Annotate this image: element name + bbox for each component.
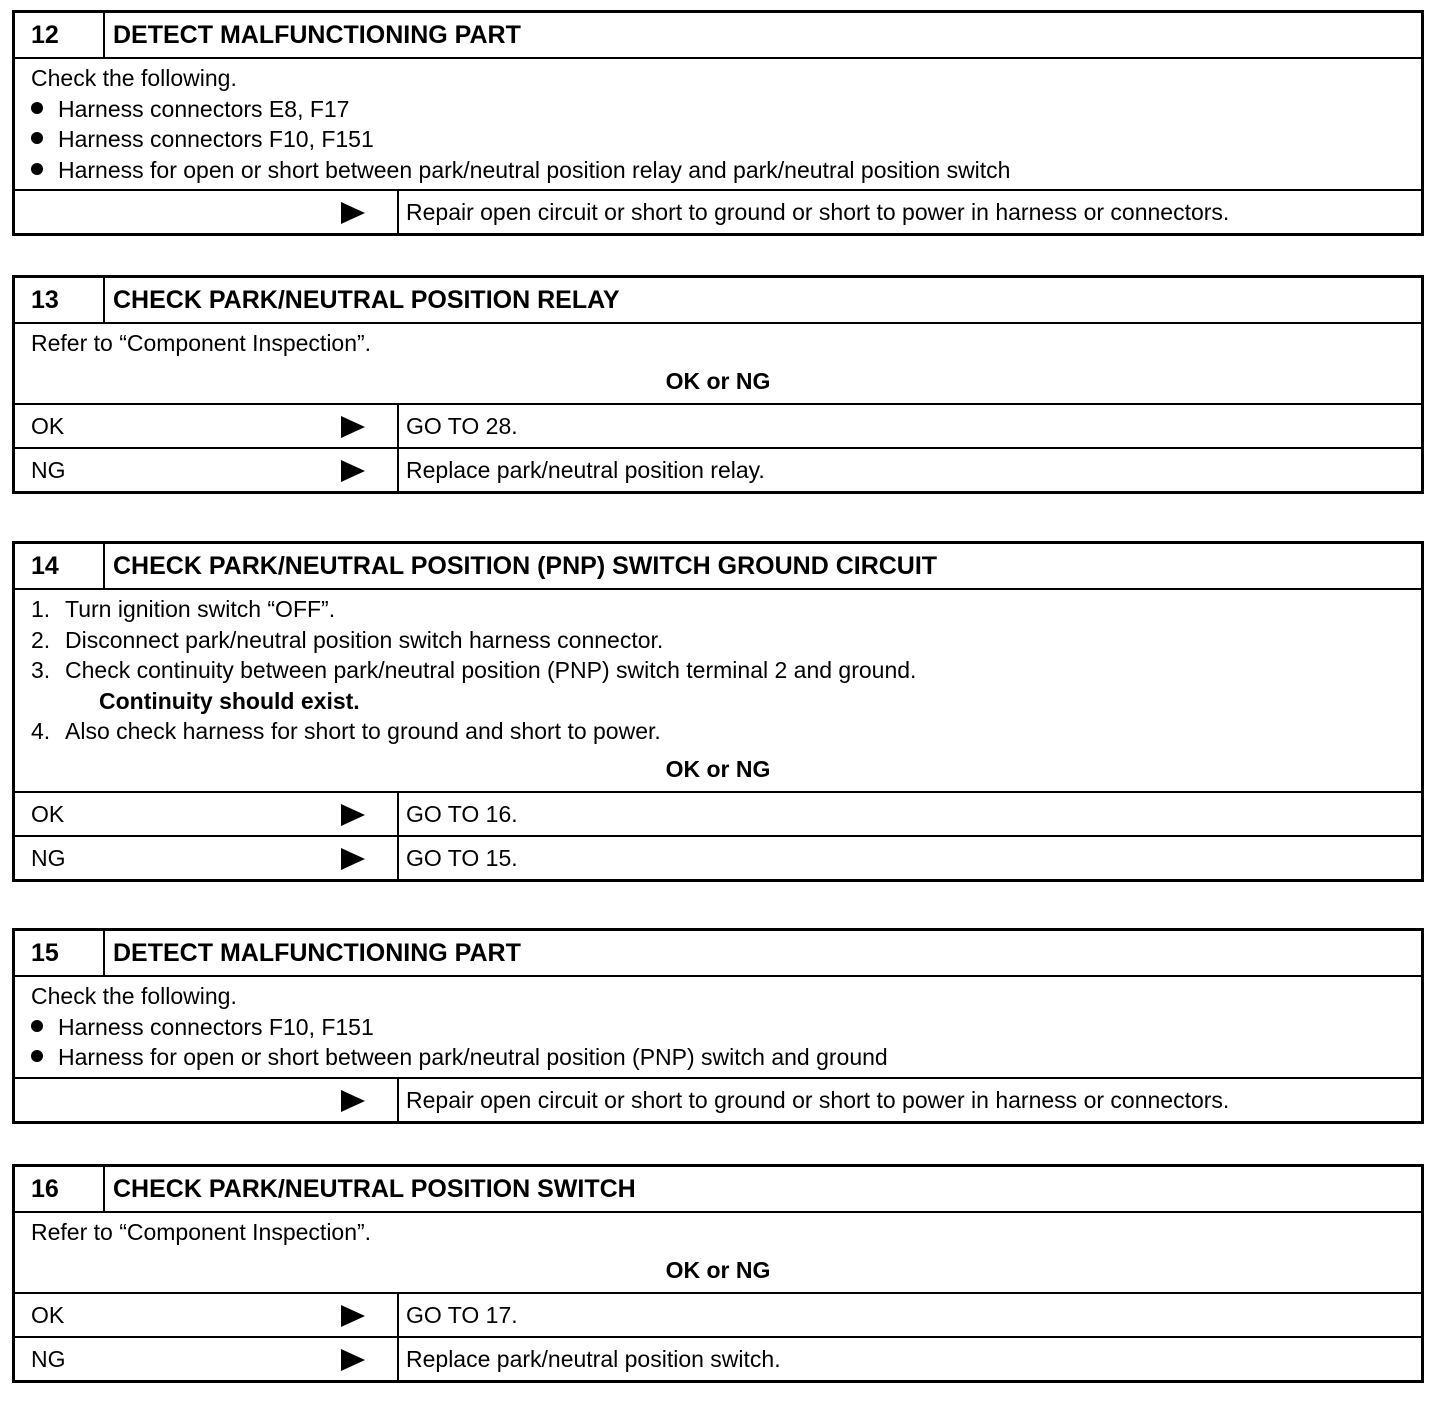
result-row-ng xyxy=(15,447,1421,491)
step-title: CHECK PARK/NEUTRAL POSITION (PNP) SWITCH GROUND CIRCUIT xyxy=(113,552,938,580)
bullet-item xyxy=(31,94,1421,125)
ok-or-ng-heading: OK or NG xyxy=(665,367,771,394)
arrow-right-icon xyxy=(341,202,365,224)
result-label: OK xyxy=(31,1301,65,1328)
result-action: GO TO 15. xyxy=(406,844,518,871)
step-header xyxy=(15,278,1421,324)
result-label: NG xyxy=(31,456,66,483)
bullet-icon xyxy=(31,132,43,144)
arrow-right-icon xyxy=(341,804,365,826)
procedure-step-text: Turn ignition switch “OFF”. xyxy=(65,596,336,622)
step-title: CHECK PARK/NEUTRAL POSITION RELAY xyxy=(113,286,620,314)
step-body xyxy=(15,977,1421,1077)
step-body xyxy=(15,59,1421,189)
result-label: OK xyxy=(31,412,65,439)
procedure-step xyxy=(31,655,1421,686)
result-label-cell xyxy=(15,793,399,835)
step-header xyxy=(15,931,1421,977)
result-row xyxy=(15,1077,1421,1121)
result-action: GO TO 28. xyxy=(406,412,518,439)
step-title: DETECT MALFUNCTIONING PART xyxy=(113,21,521,49)
bullet-icon xyxy=(31,163,43,175)
ok-or-ng-heading: OK or NG xyxy=(665,755,771,782)
procedure-step xyxy=(31,716,1421,747)
step-intro: Check the following. xyxy=(31,983,237,1009)
bullet-text: Harness for open or short between park/neutral position (PNP) switch and ground xyxy=(58,1044,888,1070)
ok-or-ng-heading: OK or NG xyxy=(665,1256,771,1283)
result-action: Replace park/neutral position switch. xyxy=(406,1345,781,1372)
step-number: 15 xyxy=(15,931,105,975)
result-label-cell xyxy=(15,837,399,879)
procedure-step-number: 2. xyxy=(31,626,51,653)
result-label-cell xyxy=(15,1294,399,1336)
result-action: Replace park/neutral position relay. xyxy=(406,456,765,483)
step-intro: Check the following. xyxy=(31,65,237,91)
bullet-icon xyxy=(31,1020,43,1032)
result-label-cell xyxy=(15,1338,399,1380)
procedure-step-text: Disconnect park/neutral position switch harness connector. xyxy=(65,626,664,653)
step-header xyxy=(15,1167,1421,1213)
arrow-right-icon xyxy=(341,460,365,482)
arrow-right-icon xyxy=(341,848,365,870)
step-14-table xyxy=(12,541,1424,882)
step-13-table xyxy=(12,275,1424,494)
result-row-ng xyxy=(15,1336,1421,1380)
bullet-item xyxy=(31,155,1421,186)
specification-text: Continuity should exist. xyxy=(99,687,360,714)
step-number: 14 xyxy=(15,544,105,588)
step-number: 13 xyxy=(15,278,105,322)
bullet-item xyxy=(31,1012,1421,1043)
step-12-table xyxy=(12,10,1424,236)
result-row-ok xyxy=(15,1292,1421,1336)
procedure-step-number: 1. xyxy=(31,596,51,622)
step-body xyxy=(15,324,1421,403)
arrow-right-icon xyxy=(341,1305,365,1327)
procedure-step-text: Check continuity between park/neutral position (PNP) switch terminal 2 and ground. xyxy=(65,657,917,683)
result-label-cell xyxy=(15,449,399,491)
procedure-step xyxy=(31,625,1421,656)
result-action: GO TO 16. xyxy=(406,800,518,827)
bullet-icon xyxy=(31,1050,43,1062)
procedure-step xyxy=(31,594,1421,625)
procedure-step-number: 3. xyxy=(31,657,51,683)
bullet-text: Harness connectors F10, F151 xyxy=(58,1013,374,1040)
step-intro: Refer to “Component Inspection”. xyxy=(31,1219,372,1245)
bullet-text: Harness for open or short between park/neutral position relay and park/neutral position switch xyxy=(58,156,1011,183)
result-row-ng xyxy=(15,835,1421,879)
step-number: 12 xyxy=(15,13,105,57)
result-row-ok xyxy=(15,403,1421,447)
step-header xyxy=(15,13,1421,59)
result-action: GO TO 17. xyxy=(406,1301,518,1328)
step-intro: Refer to “Component Inspection”. xyxy=(31,330,372,356)
result-label-cell xyxy=(15,191,399,233)
result-row xyxy=(15,189,1421,233)
procedure-step-text: Also check harness for short to ground and short to power. xyxy=(65,718,661,744)
step-16-table xyxy=(12,1164,1424,1383)
result-action: Repair open circuit or short to ground or short to power in harness or connectors. xyxy=(406,1086,1230,1113)
procedure-step-number: 4. xyxy=(31,718,51,744)
result-row-ok xyxy=(15,791,1421,835)
result-label-cell xyxy=(15,405,399,447)
result-label-cell xyxy=(15,1079,399,1121)
arrow-right-icon xyxy=(341,1349,365,1371)
step-title: DETECT MALFUNCTIONING PART xyxy=(113,939,521,967)
step-body xyxy=(15,590,1421,791)
bullet-text: Harness connectors E8, F17 xyxy=(58,95,350,122)
result-label: OK xyxy=(31,800,65,827)
bullet-icon xyxy=(31,102,43,114)
arrow-right-icon xyxy=(341,416,365,438)
step-title: CHECK PARK/NEUTRAL POSITION SWITCH xyxy=(113,1175,636,1203)
specification-note xyxy=(31,686,1421,717)
step-15-table xyxy=(12,928,1424,1124)
result-label: NG xyxy=(31,844,66,871)
arrow-right-icon xyxy=(341,1090,365,1112)
result-label: NG xyxy=(31,1345,66,1372)
step-number: 16 xyxy=(15,1167,105,1211)
bullet-text: Harness connectors F10, F151 xyxy=(58,126,374,152)
step-body xyxy=(15,1213,1421,1292)
result-action: Repair open circuit or short to ground or short to power in harness or connectors. xyxy=(406,199,1230,225)
bullet-item xyxy=(31,124,1421,155)
bullet-item xyxy=(31,1042,1421,1073)
step-header xyxy=(15,544,1421,590)
